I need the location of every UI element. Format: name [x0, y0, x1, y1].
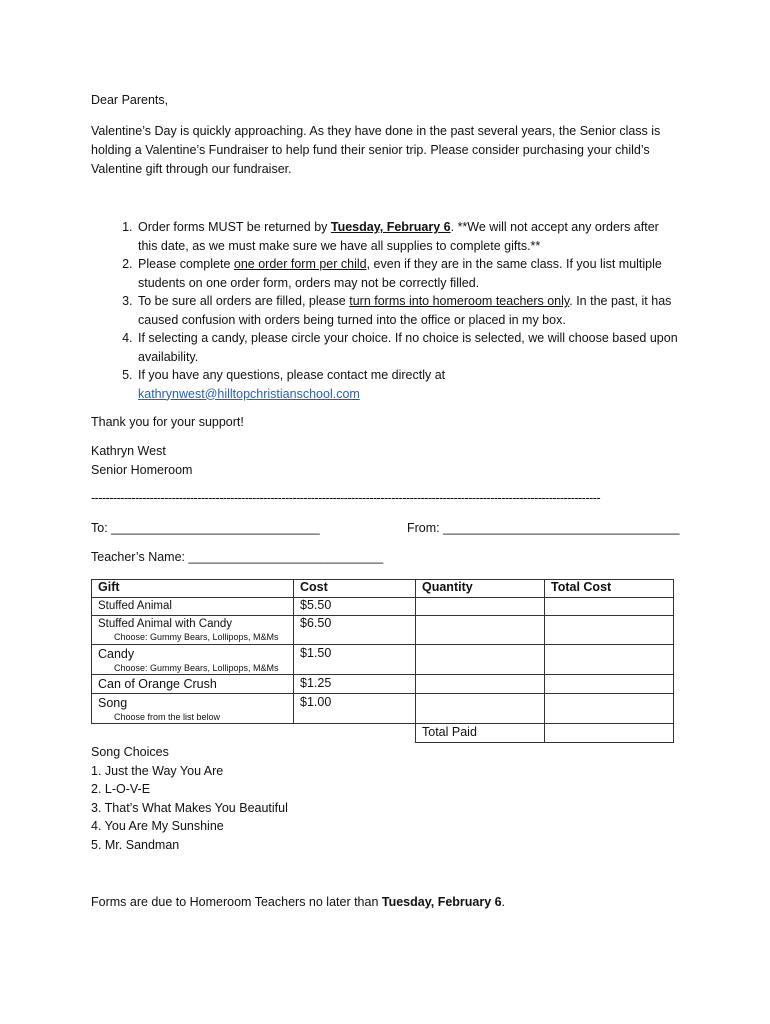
intro-paragraph: Valentine’s Day is quickly approaching. As they have done in the past several years, the Senior class is holding a Valentine’s Fundraiser to help fund their senior trip. Please consider purchasing your child’s Valentine gift through our fundraiser.	[91, 124, 661, 176]
rule-4-text: If selecting a candy, please circle your choice. If no choice is selected, we will choose based upon availability.	[138, 331, 678, 364]
quantity-cell[interactable]	[416, 675, 545, 694]
song-item: 3. That’s What Makes You Beautiful	[91, 800, 288, 815]
gift-cell	[92, 616, 294, 645]
rule-2-text-end: , even if they are in the same class. If you list multiple students on one order form, orders may not be correctly filled.	[138, 257, 662, 290]
gift-name: Stuffed Animal with Candy	[98, 618, 233, 630]
footer-text: Forms are due to Homeroom Teachers no later than	[91, 895, 382, 909]
cost-cell: $5.50	[294, 598, 416, 616]
rule-2-emphasis: one order form per child	[233, 257, 367, 271]
total-cost-cell[interactable]	[545, 616, 674, 645]
total-paid-row	[92, 724, 674, 743]
gift-cell	[92, 675, 294, 694]
empty-cell	[92, 724, 294, 743]
rule-3-text-end: . In the past, it has caused confusion with orders being turned into the office or placed in my box.	[138, 294, 672, 327]
rule-1	[136, 218, 681, 255]
footer-deadline: Tuesday, February 6	[381, 895, 502, 909]
rule-2-text: Please complete	[138, 257, 234, 271]
rule-2	[136, 255, 681, 292]
gift-cell	[92, 598, 294, 616]
quantity-cell[interactable]	[416, 645, 545, 675]
song-item: 1. Just the Way You Are	[91, 763, 224, 778]
header-quantity: Quantity	[416, 580, 545, 598]
cut-line: -------------------------------------------------------------------------------------------------------------------------------------------	[91, 491, 601, 505]
to-field: To: ______________________________	[91, 521, 320, 535]
footer-period: .	[501, 895, 506, 909]
total-cost-cell[interactable]	[545, 598, 674, 616]
rules-list	[91, 218, 681, 403]
gift-note: Choose from the list below	[114, 712, 221, 722]
gift-note: Choose: Gummy Bears, Lollipops, M&Ms	[114, 632, 279, 642]
from-field: From: __________________________________	[407, 521, 680, 535]
gift-name: Song	[98, 696, 128, 710]
signature-title: Senior Homeroom	[91, 463, 193, 477]
header-total-cost: Total Cost	[545, 580, 674, 598]
cost-cell: $6.50	[294, 616, 416, 645]
table-row	[92, 675, 674, 694]
thanks-line: Thank you for your support!	[91, 415, 244, 429]
gift-note: Choose: Gummy Bears, Lollipops, M&Ms	[114, 663, 279, 673]
quantity-cell[interactable]	[416, 694, 545, 724]
song-item: 2. L-O-V-E	[91, 782, 151, 796]
table-row	[92, 598, 674, 616]
greeting: Dear Parents,	[91, 93, 169, 107]
gift-name: Stuffed Animal	[98, 600, 172, 612]
header-gift: Gift	[92, 580, 294, 598]
rule-3	[136, 292, 681, 329]
quantity-cell[interactable]	[416, 616, 545, 645]
gift-name: Can of Orange Crush	[98, 677, 217, 691]
empty-cell	[294, 724, 416, 743]
cost-cell: $1.50	[294, 645, 416, 675]
cost-cell: $1.25	[294, 675, 416, 694]
footer-note	[91, 895, 505, 909]
total-cost-cell[interactable]	[545, 675, 674, 694]
teacher-name-field: Teacher’s Name: ____________________________	[91, 550, 384, 564]
table-row	[92, 616, 674, 645]
contact-email-link[interactable]: kathrynwest@hilltopchristianschool.com	[138, 386, 360, 401]
rule-1-text: Order forms MUST be returned by	[138, 220, 331, 234]
cost-cell: $1.00	[294, 694, 416, 724]
signature-name: Kathryn West	[91, 444, 166, 458]
table-header-row	[92, 580, 674, 598]
rule-5-text: If you have any questions, please contact me directly at	[138, 368, 446, 382]
total-cost-cell[interactable]	[545, 694, 674, 724]
table-row	[92, 645, 674, 675]
rule-1-text-end: . **We will not accept any orders after this date, as we must make sure we have all supplies to complete gifts.**	[138, 220, 659, 253]
total-cost-cell[interactable]	[545, 645, 674, 675]
song-item: 4. You Are My Sunshine	[91, 819, 224, 833]
table-row	[92, 694, 674, 724]
gift-cell	[92, 694, 294, 724]
order-table	[91, 579, 674, 743]
header-cost: Cost	[294, 580, 416, 598]
song-choices-heading: Song Choices	[91, 745, 169, 759]
gift-cell	[92, 645, 294, 675]
song-item: 5. Mr. Sandman	[91, 837, 180, 852]
deadline-date: Tuesday, February 6	[330, 220, 451, 234]
rule-4	[136, 329, 681, 366]
rule-5	[136, 366, 681, 403]
rule-3-text: To be sure all orders are filled, please	[138, 294, 350, 308]
gift-name: Candy	[98, 647, 135, 661]
total-paid-cell[interactable]	[545, 724, 674, 743]
rule-3-emphasis: turn forms into homeroom teachers only	[349, 294, 570, 308]
total-paid-label: Total Paid	[416, 724, 545, 743]
quantity-cell[interactable]	[416, 598, 545, 616]
song-choices	[91, 743, 288, 854]
